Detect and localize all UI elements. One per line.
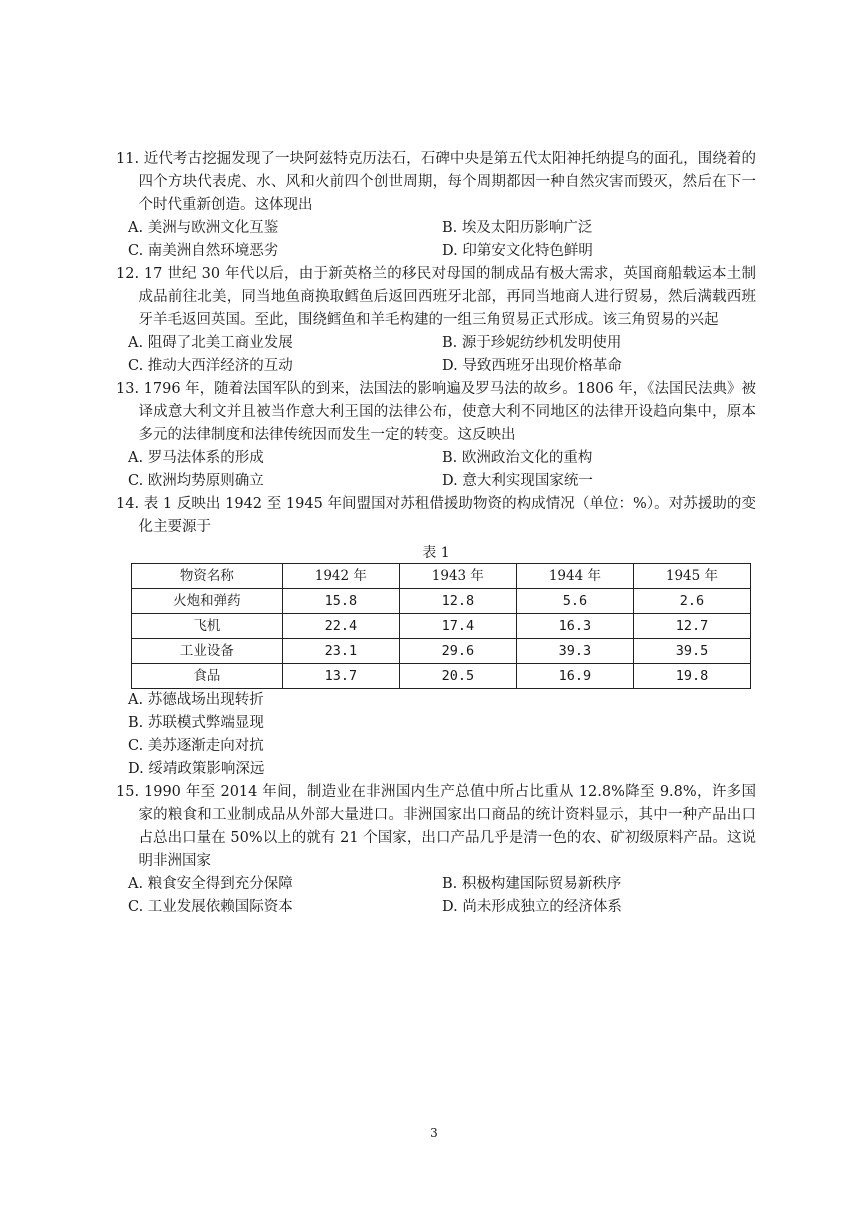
exam-page-content <box>116 148 756 919</box>
question-12-stem: 12. 17 世纪 30 年代以后，由于新英格兰的移民对母国的制成品有极大需求，英国商船载运本土制成品前往北美，同当地鱼商换取鳕鱼后返回西班牙北部，再同当地商人进行贸易，然后满载西班牙羊毛返回英国。至此，围绕鳕鱼和羊毛构建的一组三角贸易正式形成。该三角贸易的兴起 <box>116 266 756 328</box>
question-13-options <box>116 447 756 493</box>
table-1-caption: 表 1 <box>422 545 450 561</box>
table-row <box>132 664 751 689</box>
table-1 <box>131 563 751 689</box>
question-12-option-d: D. 导致西班牙出现价格革命 <box>442 358 622 374</box>
question-13-option-d: D. 意大利实现国家统一 <box>442 473 593 489</box>
question-14-stem: 14. 表 1 反映出 1942 至 1945 年间盟国对苏租借援助物资的构成情况（单位：%）。对苏援助的变化主要源于 <box>116 496 756 535</box>
page-number: 3 <box>430 1126 438 1140</box>
question-11-option-a: A. 美洲与欧洲文化互鉴 <box>128 220 279 236</box>
question-13-option-a: A. 罗马法体系的形成 <box>128 450 264 466</box>
question-14-option-a: A. 苏德战场出现转折 <box>128 692 264 708</box>
table-cell: 16.9 <box>516 664 633 689</box>
table-cell: 22.4 <box>282 614 399 639</box>
table-row <box>132 614 751 639</box>
table-cell: 12.8 <box>399 589 516 614</box>
table-row-label: 工业设备 <box>132 639 283 664</box>
question-15-stem: 15. 1990 年至 2014 年间，制造业在非洲国内生产总值中所占比重从 12.8%降至 9.8%，许多国家的粮食和工业制成品从外部大量进口。非洲国家出口商品的统计资料显示，其中一种产品出口占总出口量在 50%以上的就有 21 个国家，出口产品几乎是清一色的农、矿初级原料产品。这说明非洲国家 <box>116 784 756 869</box>
question-11-option-c: C. 南美洲自然环境恶劣 <box>128 243 279 259</box>
question-11-options <box>116 217 756 263</box>
question-15-option-c: C. 工业发展依赖国际资本 <box>128 899 293 915</box>
question-12-option-a: A. 阻碍了北美工商业发展 <box>128 335 293 351</box>
question-15-option-d: D. 尚未形成独立的经济体系 <box>442 899 622 915</box>
table-cell: 39.3 <box>516 639 633 664</box>
table-header-cell: 1943 年 <box>399 564 516 589</box>
question-13-option-c: C. 欧洲均势原则确立 <box>128 473 264 489</box>
question-14-option-c: C. 美苏逐渐走向对抗 <box>128 738 264 754</box>
table-header-cell: 1942 年 <box>282 564 399 589</box>
table-cell: 13.7 <box>282 664 399 689</box>
question-12-options <box>116 332 756 378</box>
table-cell: 15.8 <box>282 589 399 614</box>
table-row-label: 飞机 <box>132 614 283 639</box>
table-row <box>132 589 751 614</box>
table-cell: 12.7 <box>633 614 750 639</box>
question-11-option-d: D. 印第安文化特色鲜明 <box>442 243 593 259</box>
table-cell: 2.6 <box>633 589 750 614</box>
table-cell: 29.6 <box>399 639 516 664</box>
question-14-option-b: B. 苏联模式弊端显现 <box>128 715 264 731</box>
table-header-cell: 1944 年 <box>516 564 633 589</box>
question-15 <box>116 781 756 919</box>
question-13-stem: 13. 1796 年，随着法国军队的到来，法国法的影响遍及罗马法的故乡。1806 年，《法国民法典》被译成意大利文并且被当作意大利王国的法律公布，使意大利不同地区的法律开设趋向集中，原本多元的法律制度和法律传统因而发生一定的转变。这反映出 <box>116 381 756 443</box>
question-15-options <box>116 873 756 919</box>
table-header-cell: 物资名称 <box>132 564 283 589</box>
table-row-label: 食品 <box>132 664 283 689</box>
table-row <box>132 639 751 664</box>
question-11-option-b: B. 埃及太阳历影响广泛 <box>442 220 593 236</box>
question-12-option-b: B. 源于珍妮纺纱机发明使用 <box>442 335 622 351</box>
question-14-options <box>116 689 756 781</box>
table-cell: 39.5 <box>633 639 750 664</box>
question-12 <box>116 263 756 378</box>
table-cell: 16.3 <box>516 614 633 639</box>
question-15-option-a: A. 粮食安全得到充分保障 <box>128 876 293 892</box>
table-cell: 5.6 <box>516 589 633 614</box>
table-cell: 17.4 <box>399 614 516 639</box>
table-header-cell: 1945 年 <box>633 564 750 589</box>
table-cell: 23.1 <box>282 639 399 664</box>
question-11 <box>116 148 756 263</box>
table-cell: 20.5 <box>399 664 516 689</box>
question-15-option-b: B. 积极构建国际贸易新秩序 <box>442 876 622 892</box>
question-13-option-b: B. 欧洲政治文化的重构 <box>442 450 593 466</box>
question-13 <box>116 378 756 493</box>
table-cell: 19.8 <box>633 664 750 689</box>
question-14-option-d: D. 绥靖政策影响深远 <box>128 761 265 777</box>
table-row-label: 火炮和弹药 <box>132 589 283 614</box>
question-14 <box>116 493 756 781</box>
question-11-stem: 11. 近代考古挖掘发现了一块阿兹特克历法石，石碑中央是第五代太阳神托纳提乌的面孔，围绕着的四个方块代表虎、水、风和火前四个创世周期，每个周期都因一种自然灾害而毁灭，然后在下一个时代重新创造。这体现出 <box>116 151 756 213</box>
table-header-row <box>132 564 751 589</box>
question-12-option-c: C. 推动大西洋经济的互动 <box>128 358 293 374</box>
